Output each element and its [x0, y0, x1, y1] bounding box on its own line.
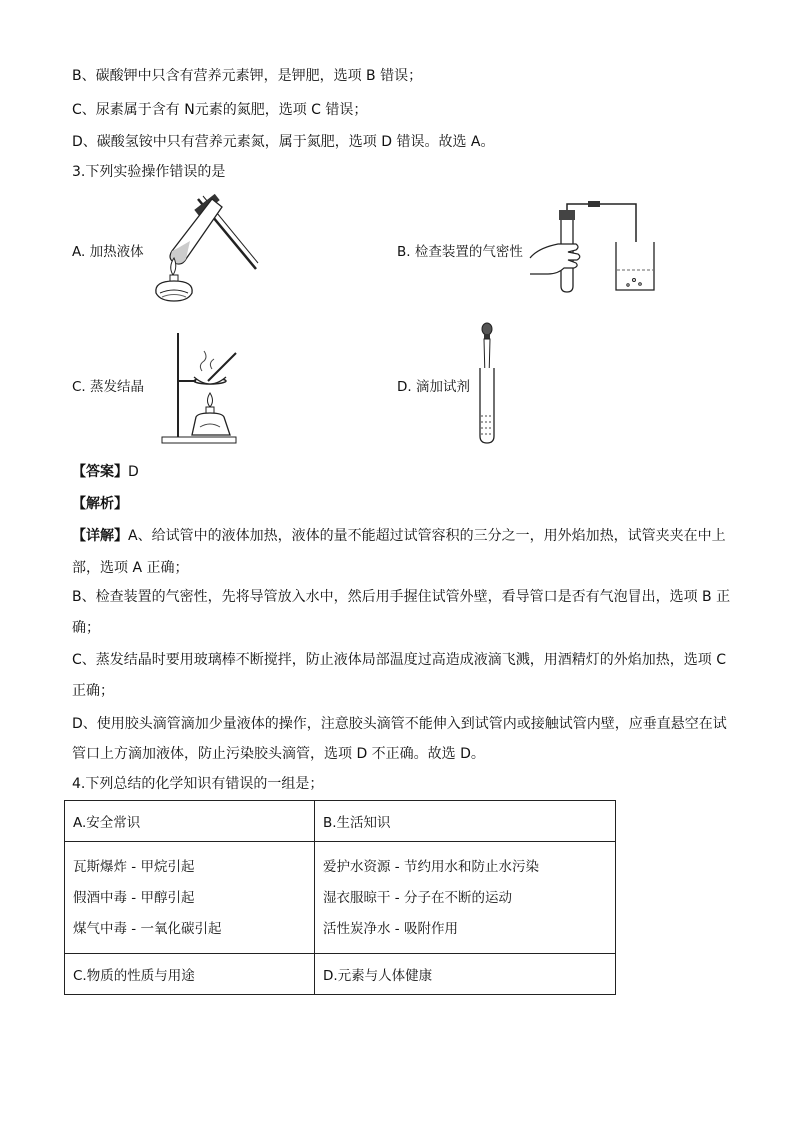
q3-stem: 3.下列实验操作错误的是 — [72, 164, 226, 180]
q2-option-b-text: B、碳酸钾中只含有营养元素钾，是钾肥，选项 B 错误； — [72, 68, 423, 84]
detail-c-line1: C、蒸发结晶时要用玻璃棒不断搅拌，防止液体局部温度过高造成液滴飞溅，用酒精灯的外焰加热，选项 C — [72, 652, 726, 668]
detail-c-line2: 正确； — [72, 683, 114, 699]
detail-a-line2: 部，选项 A 正确； — [72, 560, 189, 576]
q2-option-c-text: C、尿素属于含有 N元素的氮肥，选项 C 错误； — [72, 102, 368, 118]
detail-a-text-1: A、给试管中的液体加热，液体的量不能超过试管容积的三分之一，用外焰加热，试管夹夹在中上 — [128, 528, 726, 544]
list-item: 爱护水资源 - 节约用水和防止水污染 — [323, 859, 539, 875]
analysis-label — [72, 494, 128, 514]
analysis-heading: 【解析】 — [72, 496, 128, 512]
option-b-label: B. 检查装置的气密性 — [397, 244, 523, 260]
answer-label: 【答案】 — [72, 464, 128, 480]
table-head-b: B.生活知识 — [315, 801, 616, 842]
list-item: 湿衣服晾干 - 分子在不断的运动 — [323, 890, 512, 906]
table-head-d: D.元素与人体健康 — [315, 954, 616, 995]
q2-option-d-text: D、碳酸氢铵中只有营养元素氮，属于氮肥，选项 D 错误。故选 A。 — [72, 134, 495, 150]
table-head-a: A.安全常识 — [65, 801, 315, 842]
q4-stem: 4.下列总结的化学知识有错误的一组是； — [72, 776, 324, 792]
detail-heading: 【详解】 — [72, 528, 128, 544]
list-item: 活性炭净水 - 吸附作用 — [323, 921, 458, 937]
list-item: 瓦斯爆炸 - 甲烷引起 — [73, 859, 195, 875]
table-cell-b — [315, 842, 616, 954]
list-item: 假酒中毒 - 甲醇引起 — [73, 890, 195, 906]
option-a-label: A. 加热液体 — [72, 244, 144, 260]
option-c-label: C. 蒸发结晶 — [72, 379, 145, 395]
detail-a-line1 — [72, 526, 726, 546]
option-d-label: D. 滴加试剂 — [397, 379, 470, 395]
detail-d-line2: 管口上方滴加液体，防止污染胶头滴管，选项 D 不正确。故选 D。 — [72, 746, 485, 762]
table-cell-a — [65, 842, 315, 954]
table-head-c: C.物质的性质与用途 — [65, 954, 315, 995]
detail-d-line1: D、使用胶头滴管滴加少量液体的操作，注意胶头滴管不能伸入到试管内或接触试管内壁，应垂直悬空在试 — [72, 716, 727, 732]
dropper-figure — [475, 322, 499, 446]
knowledge-table — [64, 800, 616, 995]
detail-b-line1: B、检查装置的气密性，先将导管放入水中，然后用手握住试管外壁，看导管口是否有气泡冒出，选项 B 正 — [72, 589, 731, 605]
answer-line — [72, 462, 139, 482]
detail-b-line2: 确； — [72, 620, 100, 636]
list-item: 煤气中毒 - 一氧化碳引起 — [73, 921, 222, 937]
answer-value: D — [128, 464, 139, 480]
airtightness-check-figure — [528, 200, 658, 296]
heating-liquid-figure — [148, 193, 263, 305]
evaporation-figure — [158, 331, 238, 447]
